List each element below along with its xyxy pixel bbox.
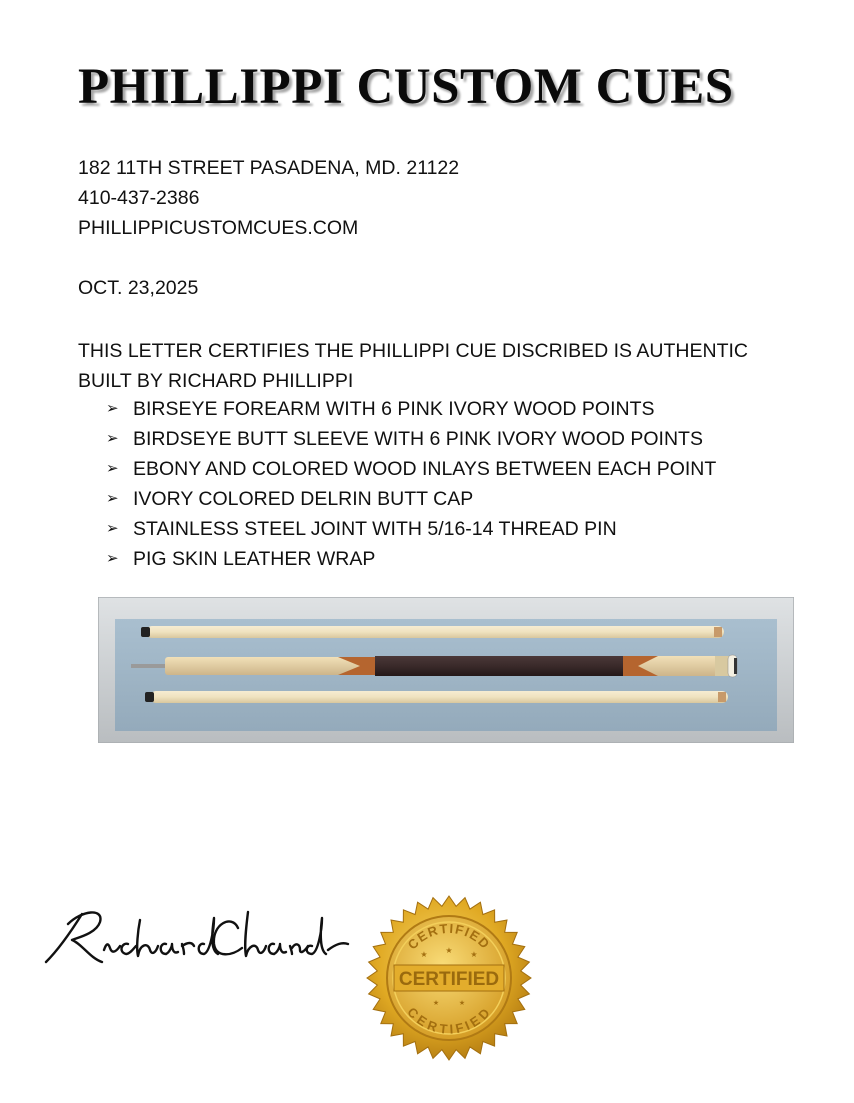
feature-item <box>106 454 716 484</box>
feature-list <box>106 394 716 574</box>
seal-top-text: CERTIFIED <box>404 920 494 953</box>
feature-text: STAINLESS STEEL JOINT WITH 5/16-14 THREAD PIN <box>133 518 617 540</box>
shaft-top <box>141 626 724 638</box>
seal-bottom-text: CERTIFIED <box>404 1004 494 1037</box>
date-text: OCT. 23,2025 <box>78 277 199 299</box>
signature-image <box>42 900 354 970</box>
website-line: PHILLIPPICUSTOMCUES.COM <box>78 217 359 239</box>
certification-line-2: BUILT BY RICHARD PHILLIPPI <box>78 370 354 392</box>
phone-line: 410-437-2386 <box>78 187 200 209</box>
svg-text:★: ★ <box>420 950 428 959</box>
certification-line-1: THIS LETTER CERTIFIES THE PHILLIPPI CUE DISCRIBED IS AUTHENTIC <box>78 340 748 362</box>
cue-butt <box>131 655 737 677</box>
feature-item <box>106 424 716 454</box>
arrow-bullet-icon: ➢ <box>106 490 119 507</box>
arrow-bullet-icon: ➢ <box>106 400 119 417</box>
svg-text:★: ★ <box>470 950 478 959</box>
feature-item <box>106 394 716 424</box>
feature-text: PIG SKIN LEATHER WRAP <box>133 548 376 570</box>
feature-text: BIRSEYE FOREARM WITH 6 PINK IVORY WOOD POINTS <box>133 398 655 420</box>
svg-text:★: ★ <box>458 1000 466 1007</box>
arrow-bullet-icon: ➢ <box>106 550 119 567</box>
cue-display-case-photo <box>98 597 794 743</box>
feature-item <box>106 514 716 544</box>
company-title: PHILLIPPI CUSTOM CUES <box>78 59 734 115</box>
svg-text:★: ★ <box>445 946 453 955</box>
svg-text:★: ★ <box>432 1000 440 1007</box>
seal-center-text: CERTIFIED <box>398 969 500 990</box>
feature-item <box>106 544 716 574</box>
feature-text: IVORY COLORED DELRIN BUTT CAP <box>133 488 474 510</box>
feature-text: BIRDSEYE BUTT SLEEVE WITH 6 PINK IVORY WOOD POINTS <box>133 428 703 450</box>
arrow-bullet-icon: ➢ <box>106 430 119 447</box>
feature-text: EBONY AND COLORED WOOD INLAYS BETWEEN EACH POINT <box>133 458 717 480</box>
arrow-bullet-icon: ➢ <box>106 520 119 537</box>
certification-statement <box>78 336 748 396</box>
feature-item <box>106 484 716 514</box>
certified-seal-icon <box>366 895 532 1061</box>
arrow-bullet-icon: ➢ <box>106 460 119 477</box>
contact-block <box>78 153 459 243</box>
letter-date <box>78 273 198 303</box>
address-line: 182 11TH STREET PASADENA, MD. 21122 <box>78 157 460 179</box>
shaft-bottom <box>145 691 728 703</box>
